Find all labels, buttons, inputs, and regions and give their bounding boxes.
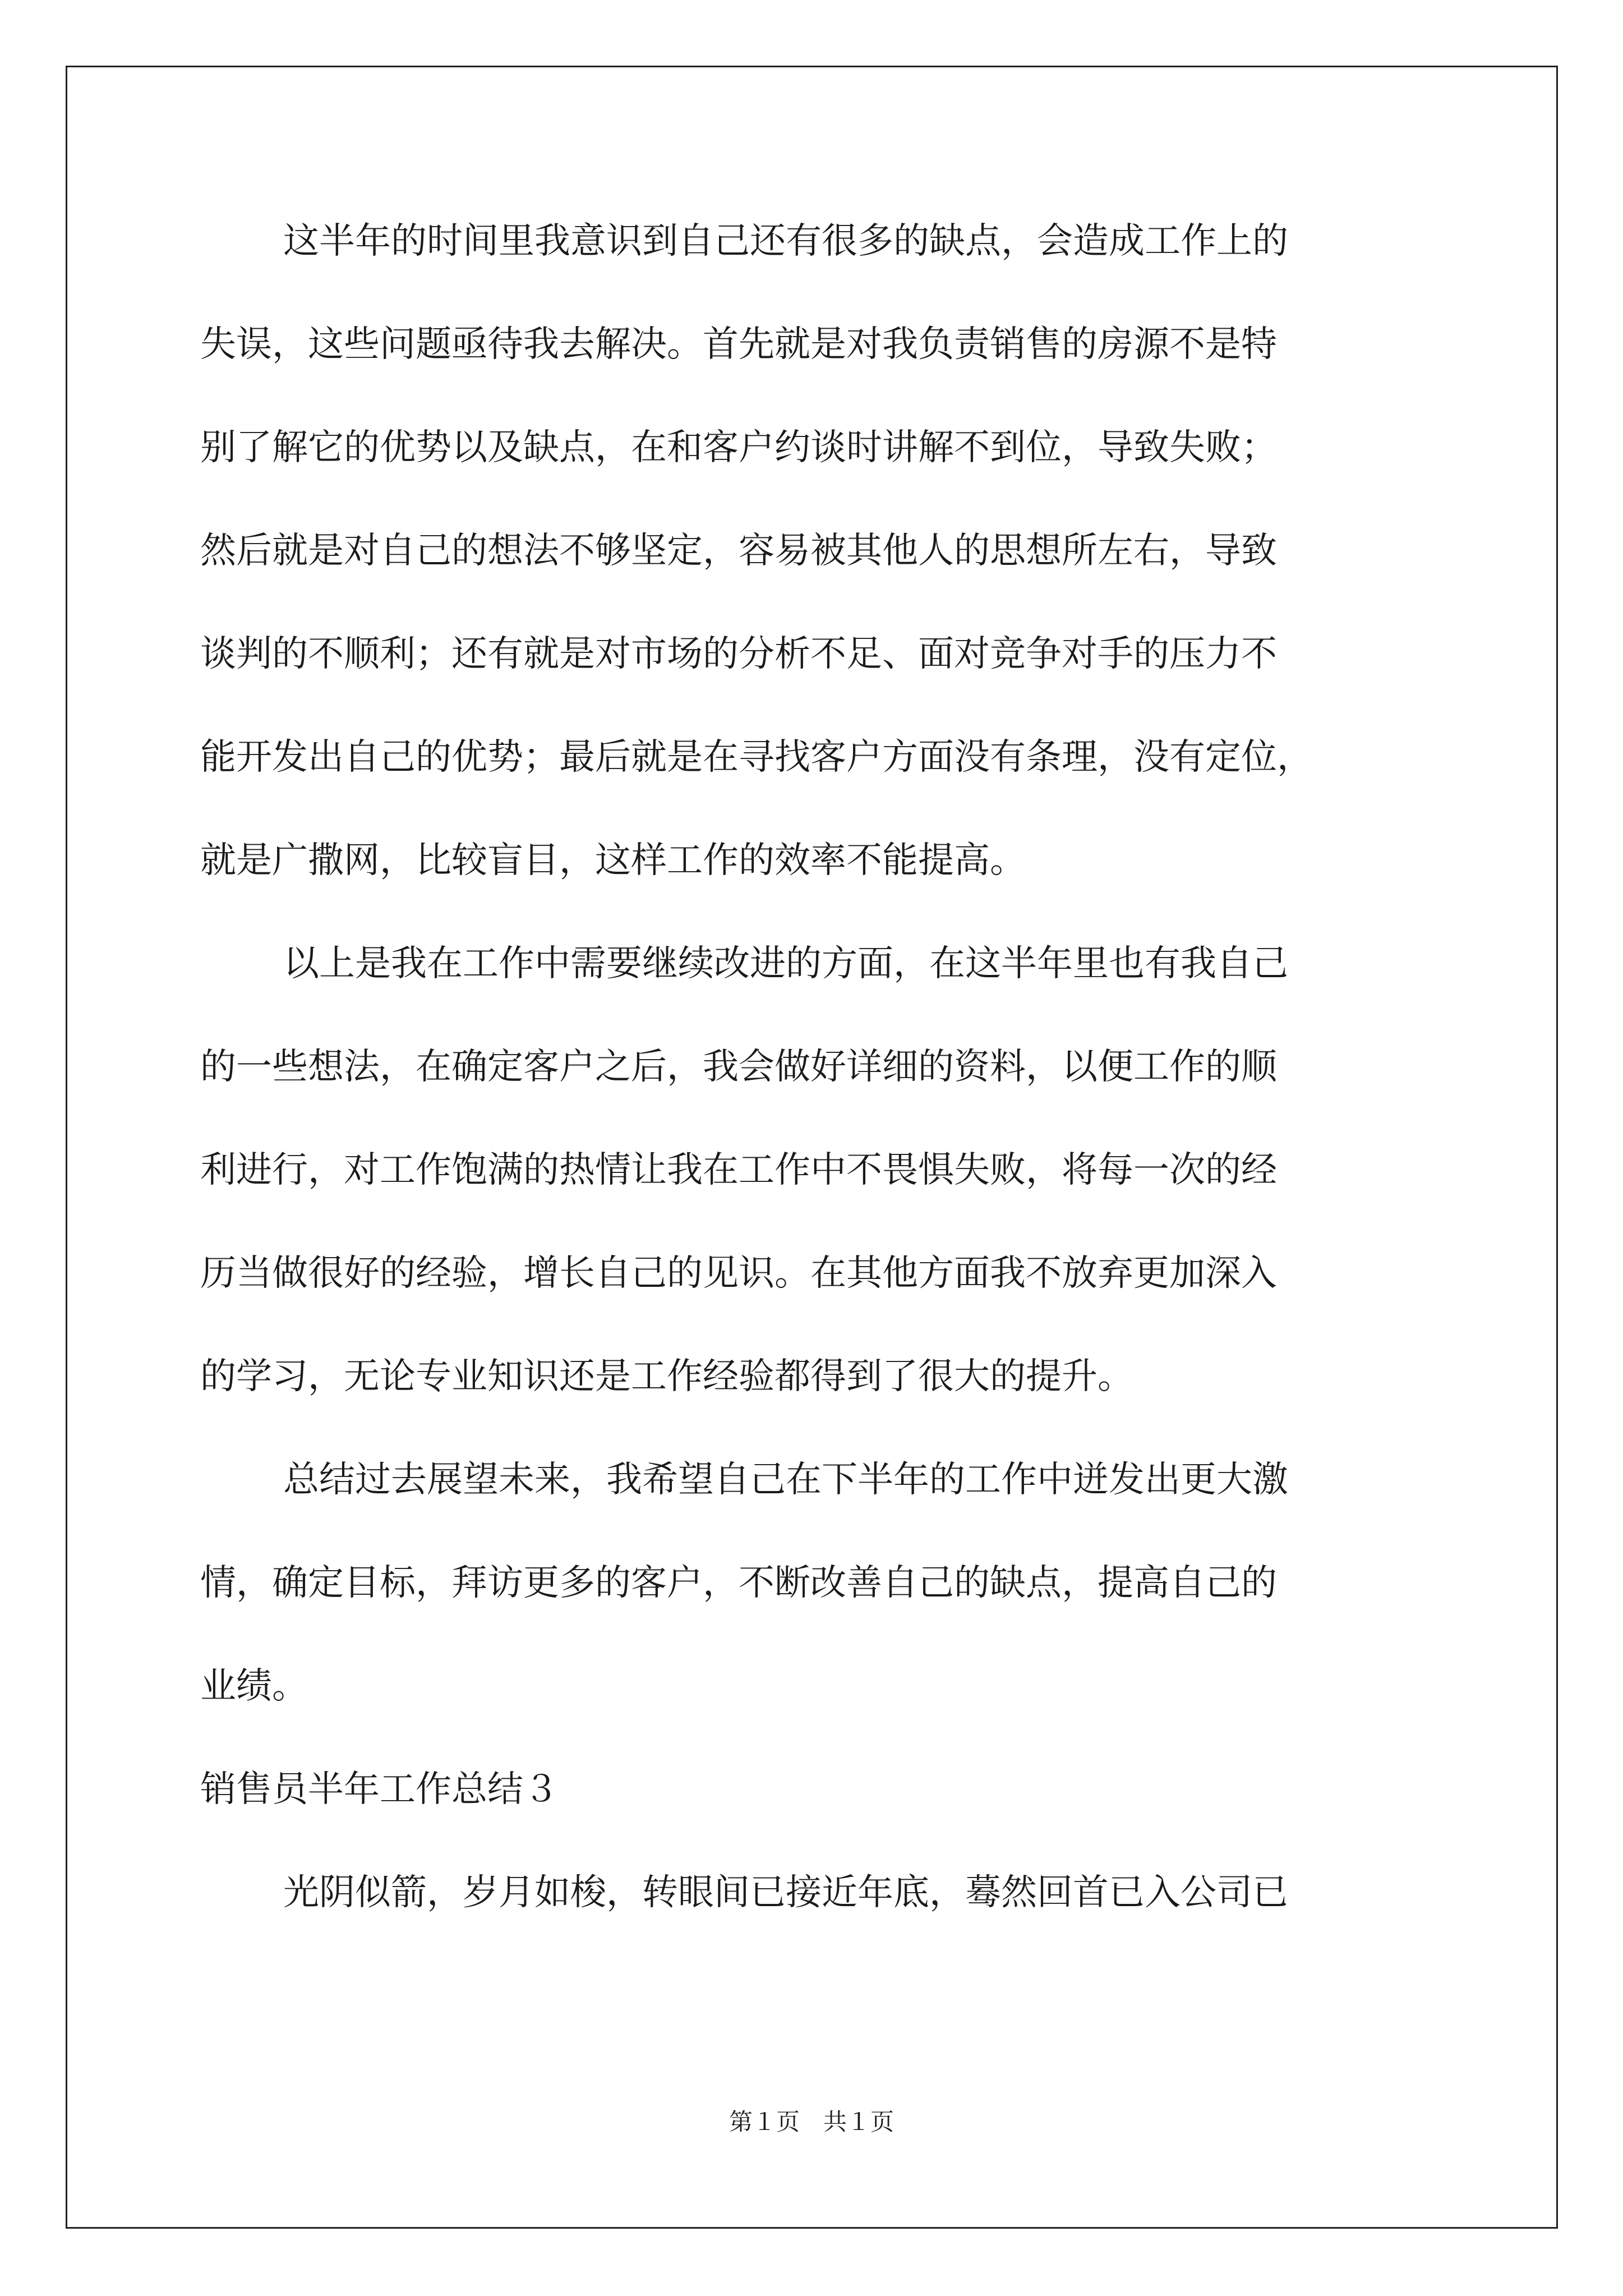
document-body (200, 219, 1434, 1973)
paragraph-line: 失误，这些问题亟待我去解决。首先就是对我负责销售的房源不是特 (200, 324, 1277, 365)
paragraph-line: 光阴似箭，岁月如梭，转眼间已接近年底，蓦然回首已入公司已 (283, 1872, 1288, 1913)
paragraph-line: 别了解它的优势以及缺点，在和客户约谈时讲解不到位，导致失败； (200, 427, 1277, 468)
paragraph-line: 的一些想法，在确定客户之后，我会做好详细的资料，以便工作的顺 (200, 1046, 1277, 1088)
paragraph-line: 就是广撒网，比较盲目，这样工作的效率不能提高。 (200, 840, 1026, 881)
paragraph-line: 能开发出自己的优势；最后就是在寻找客户方面没有条理，没有定位， (200, 737, 1313, 778)
paragraph-line: 以上是我在工作中需要继续改进的方面，在这半年里也有我自己 (283, 943, 1288, 984)
paragraph-line: 的学习，无论专业知识还是工作经验都得到了很大的提升。 (200, 1356, 1133, 1397)
paragraph-line: 然后就是对自己的想法不够坚定，容易被其他人的思想所左右，导致 (200, 530, 1277, 572)
section-heading: 销售员半年工作总结３ (200, 1769, 559, 1810)
page-footer: 第１页 共１页 (728, 2108, 894, 2136)
paragraph-line: 这半年的时间里我意识到自己还有很多的缺点，会造成工作上的 (283, 220, 1288, 262)
paragraph-line: 历当做很好的经验，增长自己的见识。在其他方面我不放弃更加深入 (200, 1253, 1277, 1294)
paragraph-line: 情，确定目标，拜访更多的客户，不断改善自己的缺点，提高自己的 (200, 1562, 1277, 1604)
paragraph-line: 谈判的不顺利；还有就是对市场的分析不足、面对竞争对手的压力不 (200, 633, 1277, 675)
paragraph-line: 业绩。 (200, 1665, 308, 1707)
paragraph-line: 总结过去展望未来，我希望自己在下半年的工作中迸发出更大激 (283, 1459, 1288, 1501)
paragraph-line: 利进行，对工作饱满的热情让我在工作中不畏惧失败，将每一次的经 (200, 1149, 1277, 1191)
